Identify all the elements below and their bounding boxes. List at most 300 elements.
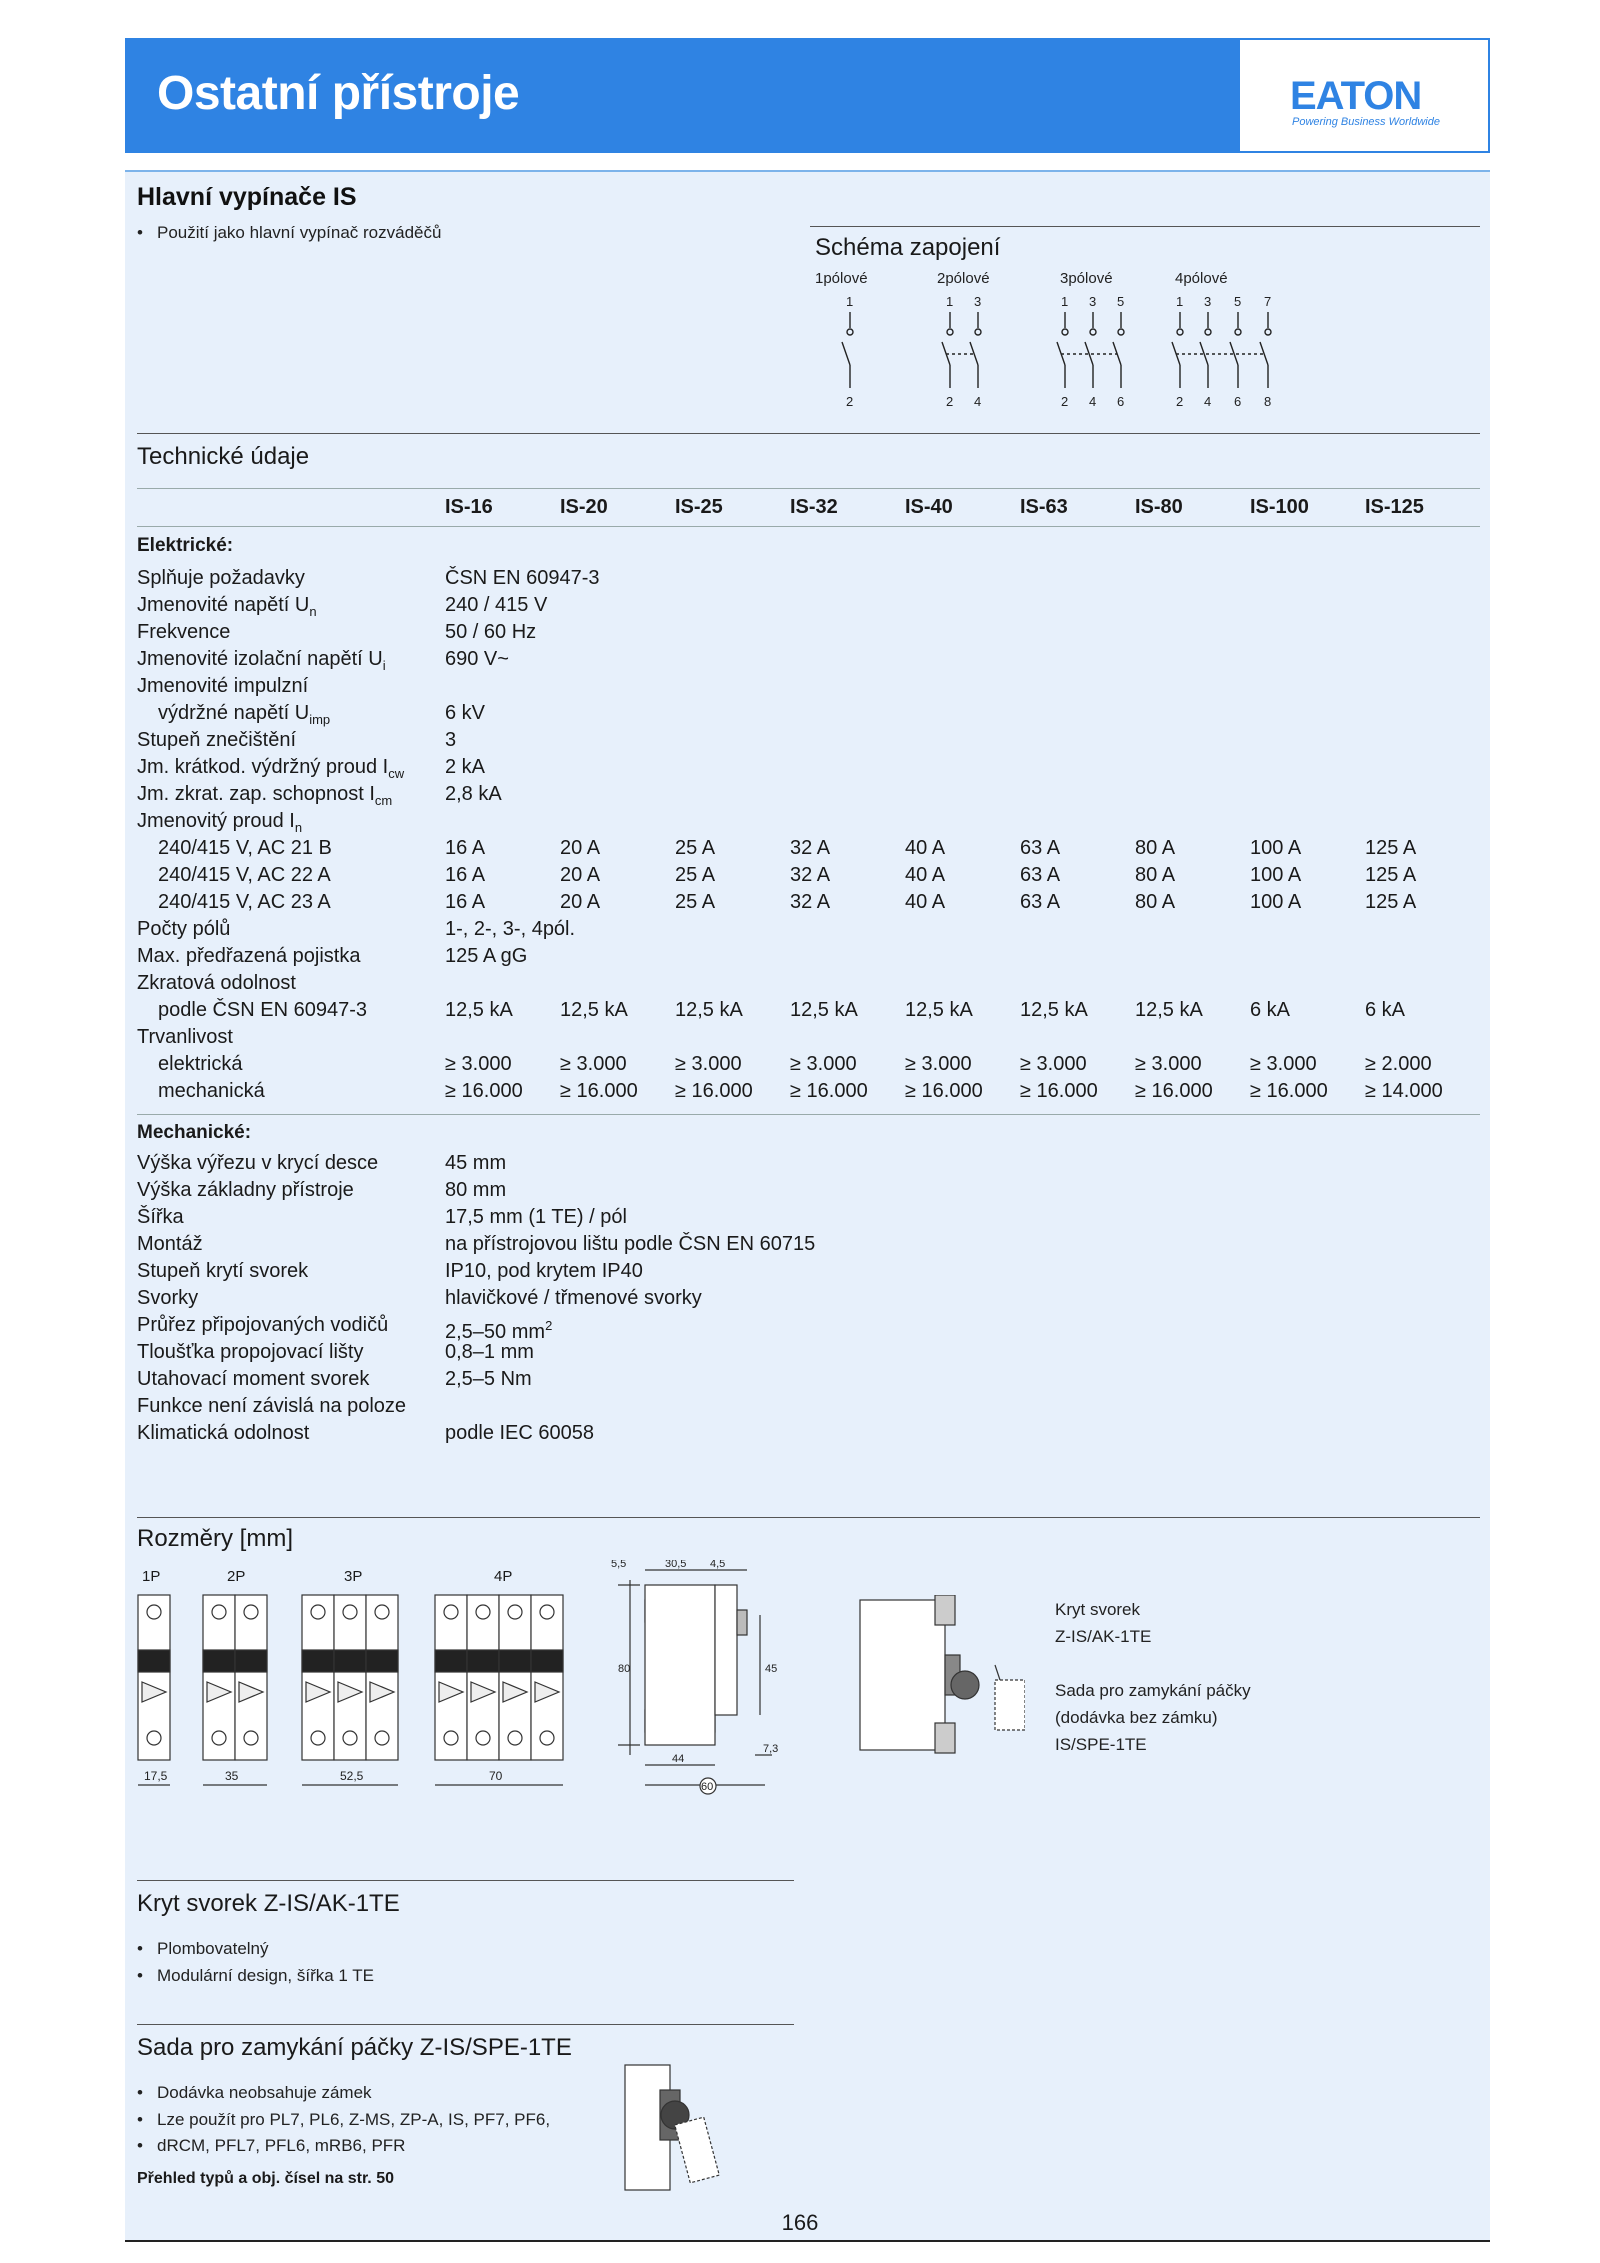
svg-text:3: 3 (1089, 294, 1097, 309)
tech-cell: 125 A (1365, 864, 1417, 886)
tech-cell: ≥ 3.000 (1250, 1053, 1317, 1075)
divider (137, 1517, 1480, 1518)
tech-cell: 16 A (445, 864, 486, 886)
tech-cell: 25 A (675, 837, 716, 859)
label-text: Max. předřazená pojistka (137, 945, 361, 967)
tech-cell: 32 A (790, 891, 831, 913)
dim-top-right: 4,5 (710, 1560, 726, 1570)
divider (137, 1114, 1480, 1115)
tech-cell: 6 kA (1365, 999, 1406, 1021)
tech-cell: ≥ 16.000 (445, 1080, 523, 1102)
tech-row (0, 1078, 1600, 1105)
tech-row (0, 1231, 1600, 1258)
label-text: Jmenovité impulzní (137, 675, 309, 697)
logo-word: EATON (1290, 74, 1422, 118)
tech-value (445, 1204, 627, 1231)
tech-row-label (137, 1366, 369, 1393)
terminal-screw (343, 1731, 357, 1745)
switch-band (138, 1650, 170, 1672)
value-text: 6 kV (445, 702, 486, 724)
label-text: Klimatická odolnost (137, 1422, 310, 1444)
tech-cell: 100 A (1250, 837, 1302, 859)
svg-text:2: 2 (1176, 394, 1184, 409)
dims-pole-label: 2P (227, 1568, 246, 1585)
col-header: IS-63 (1020, 496, 1068, 518)
page-number: 166 (781, 2210, 819, 2235)
tech-cell: 32 A (790, 837, 831, 859)
dim-depth2: 60 (701, 1781, 714, 1793)
label-text: Počty pólů (137, 918, 231, 940)
width-dimension: 52,5 (340, 1769, 364, 1783)
tech-row-label (137, 1150, 378, 1177)
schema-title: Schéma zapojení (815, 234, 1001, 261)
page-title: Ostatní přístroje (157, 67, 520, 120)
dims-pole-label: 3P (344, 1568, 363, 1585)
tech-cell: 12,5 kA (790, 999, 858, 1021)
tech-row-label (137, 1339, 363, 1366)
switch-band (435, 1650, 467, 1672)
tech-row (0, 916, 1600, 943)
caption-line: (dodávka bez zámku) (1055, 1708, 1218, 1727)
dims-pole-label: 4P (494, 1568, 513, 1585)
page-header (125, 38, 1490, 153)
value-text: 80 mm (445, 1179, 507, 1201)
label-subscript: n (294, 820, 303, 835)
label-text: 240/415 V, AC 23 A (158, 891, 331, 913)
divider (137, 526, 1480, 527)
tech-row-label (137, 943, 360, 970)
tech-row (0, 1312, 1600, 1343)
tech-row-label (137, 727, 296, 754)
value-text: 2,8 kA (445, 783, 502, 805)
tech-row-label (137, 619, 230, 646)
label-text: Stupeň krytí svorek (137, 1260, 309, 1282)
caption-line: IS/SPE-1TE (1055, 1735, 1147, 1754)
tech-row-label (137, 673, 308, 700)
tech-row-label (137, 1231, 203, 1258)
value-text: 2,5–50 mm (445, 1321, 546, 1343)
svg-text:8: 8 (1264, 394, 1272, 409)
value-text: 0,8–1 mm (445, 1341, 534, 1363)
tech-cell: ≥ 3.000 (675, 1053, 742, 1075)
value-text: 1-, 2-, 3-, 4pól. (445, 918, 576, 940)
terminal-screw (343, 1605, 357, 1619)
tech-cell: ≥ 16.000 (905, 1080, 983, 1102)
terminal-screw (311, 1731, 325, 1745)
label-text: Průřez připojovaných vodičů (137, 1314, 389, 1336)
col-header: IS-80 (1135, 496, 1183, 518)
svg-text:4: 4 (1089, 394, 1097, 409)
label-text: Trvanlivost (137, 1026, 233, 1048)
tech-title: Technické údaje (137, 443, 310, 470)
dims-pole-label: 1P (142, 1568, 161, 1585)
schema-pole-label: 3pólové (1060, 270, 1113, 287)
tech-row (0, 970, 1600, 997)
value-text: 17,5 mm (1 TE) / pól (445, 1206, 627, 1228)
divider (137, 488, 1480, 489)
label-text: Frekvence (137, 621, 231, 643)
tech-row-label (137, 1312, 388, 1339)
svg-text:4: 4 (974, 394, 982, 409)
terminal-screw (311, 1605, 325, 1619)
value-text: na přístrojovou lištu podle ČSN EN 60715 (445, 1233, 816, 1255)
switch-band (531, 1650, 563, 1672)
value-text: 240 / 415 V (445, 594, 548, 616)
tech-row-label (137, 1204, 184, 1231)
svg-text:3: 3 (974, 294, 982, 309)
switch-band (334, 1650, 366, 1672)
terminal-screw (147, 1731, 161, 1745)
tech-row (0, 673, 1600, 700)
col-header: IS-25 (675, 496, 723, 518)
svg-text:1: 1 (1061, 294, 1069, 309)
tech-row (0, 1150, 1600, 1177)
tech-row (0, 889, 1600, 916)
tech-cell: 63 A (1020, 864, 1061, 886)
tech-cell: ≥ 3.000 (445, 1053, 512, 1075)
terminal-screw (540, 1605, 554, 1619)
tech-row (0, 808, 1600, 835)
terminal-screw (212, 1605, 226, 1619)
switch-band (203, 1650, 235, 1672)
label-text: Stupeň znečištění (137, 729, 296, 751)
dims-title: Rozměry [mm] (137, 1525, 293, 1552)
caption-line: Z-IS/AK-1TE (1055, 1627, 1152, 1646)
caption-line: Sada pro zamykání páčky (1055, 1681, 1251, 1700)
tech-value (445, 1231, 815, 1258)
tech-cell: ≥ 16.000 (1135, 1080, 1213, 1102)
tech-cell: ≥ 3.000 (1020, 1053, 1087, 1075)
label-text: elektrická (158, 1053, 243, 1075)
svg-text:1: 1 (1176, 294, 1184, 309)
bullet-item: • Plombovatelný (157, 1936, 269, 1962)
tech-cell: ≥ 16.000 (1250, 1080, 1328, 1102)
value-text: 690 V~ (445, 648, 509, 670)
tech-cell: 20 A (560, 891, 601, 913)
svg-text:3: 3 (1204, 294, 1212, 309)
tech-cell: 12,5 kA (560, 999, 628, 1021)
tech-cell: ≥ 3.000 (790, 1053, 857, 1075)
tech-value (445, 1366, 532, 1393)
tech-row-label (137, 1024, 233, 1051)
switch-band (302, 1650, 334, 1672)
svg-text:6: 6 (1234, 394, 1242, 409)
footer-rule (125, 2240, 1490, 2242)
tech-row (0, 943, 1600, 970)
tech-cell: 12,5 kA (1135, 999, 1203, 1021)
tech-row (0, 1051, 1600, 1078)
label-text: Zkratová odolnost (137, 972, 296, 994)
label-text: Jmenovité napětí U (137, 594, 310, 616)
dim-top-left: 5,5 (611, 1560, 627, 1570)
tech-row (0, 1177, 1600, 1204)
sada-title: Sada pro zamykání páčky Z-IS/SPE-1TE (137, 2034, 572, 2061)
dim-top-mid: 30,5 (665, 1560, 687, 1570)
tech-value (445, 781, 502, 808)
lock-kit-drawing (620, 2060, 730, 2200)
width-dimension: 17,5 (144, 1769, 168, 1783)
label-subscript: cm (374, 793, 393, 808)
label-text: Výška výřezu v krycí desce (137, 1152, 379, 1174)
schema-2pole (942, 294, 981, 409)
label-text: Jm. zkrat. zap. schopnost I (137, 783, 375, 805)
terminal-screw (147, 1605, 161, 1619)
divider (137, 1880, 794, 1881)
tech-cell: 40 A (905, 891, 946, 913)
tech-row (0, 700, 1600, 727)
tech-row-label (137, 1258, 308, 1285)
tech-value (445, 727, 456, 754)
front-view-drawings (130, 1590, 570, 1805)
eaton-logo (1240, 40, 1488, 151)
type-overview-note: Přehled typů a obj. čísel na str. 50 (137, 2170, 394, 2187)
tech-value (445, 1177, 506, 1204)
tech-cell: 25 A (675, 891, 716, 913)
tech-row (0, 565, 1600, 592)
terminal-screw (540, 1731, 554, 1745)
tech-cell: ≥ 16.000 (675, 1080, 753, 1102)
terminal-screw (508, 1605, 522, 1619)
value-text: podle IEC 60058 (445, 1422, 595, 1444)
tech-value (445, 592, 547, 619)
tech-row (0, 1024, 1600, 1051)
dims-caption (1055, 1596, 1251, 1758)
dim-height: 80 (618, 1663, 631, 1675)
col-header: IS-100 (1250, 496, 1309, 518)
tech-cell: 20 A (560, 864, 601, 886)
label-text: Montáž (137, 1233, 203, 1255)
svg-text:6: 6 (1117, 394, 1125, 409)
label-text: 240/415 V, AC 21 B (158, 837, 332, 859)
value-text: 2 kA (445, 756, 486, 778)
tech-cell: 25 A (675, 864, 716, 886)
value-text: 3 (445, 729, 457, 751)
tech-row (0, 1339, 1600, 1366)
switch-band (366, 1650, 398, 1672)
schema-pole-label: 4pólové (1175, 270, 1228, 287)
kryt-title: Kryt svorek Z-IS/AK-1TE (137, 1890, 400, 1917)
tech-row-label (158, 889, 331, 916)
divider (137, 433, 1480, 434)
switch-band (467, 1650, 499, 1672)
tech-cell: 80 A (1135, 837, 1176, 859)
label-text: mechanická (158, 1080, 265, 1102)
terminal-screw (212, 1731, 226, 1745)
terminal-screw (508, 1731, 522, 1745)
tech-cell: 63 A (1020, 837, 1061, 859)
value-text: 2,5–5 Nm (445, 1368, 532, 1390)
bullet-item: • Dodávka neobsahuje zámek (157, 2080, 372, 2106)
divider (137, 2024, 794, 2025)
value-text: 50 / 60 Hz (445, 621, 537, 643)
tech-cell: 40 A (905, 837, 946, 859)
tech-row-label (158, 1078, 265, 1105)
tech-cell: 12,5 kA (675, 999, 743, 1021)
schema-top-num: 1 (846, 294, 854, 309)
tech-row (0, 1258, 1600, 1285)
tech-cell: 100 A (1250, 864, 1302, 886)
svg-text:4: 4 (1204, 394, 1212, 409)
tech-value (445, 1258, 643, 1285)
tech-row (0, 619, 1600, 646)
tech-cell: 100 A (1250, 891, 1302, 913)
switch-band (235, 1650, 267, 1672)
svg-text:5: 5 (1234, 294, 1242, 309)
logo-tagline: Powering Business Worldwide (1292, 116, 1440, 128)
tech-row (0, 781, 1600, 808)
label-text: Tloušťka propojovací lišty (137, 1341, 364, 1363)
tech-cell: 12,5 kA (905, 999, 973, 1021)
label-text: 240/415 V, AC 22 A (158, 864, 331, 886)
tech-value (445, 943, 527, 970)
section-title-is: Hlavní vypínače IS (137, 183, 357, 211)
tech-row-label (158, 1051, 242, 1078)
tech-row-label (158, 862, 331, 889)
col-header: IS-20 (560, 496, 608, 518)
label-text: výdržné napětí U (158, 702, 310, 724)
tech-cell: 32 A (790, 864, 831, 886)
tech-cell: ≥ 16.000 (1020, 1080, 1098, 1102)
schema-pole-label: 2pólové (937, 270, 990, 287)
col-header: IS-125 (1365, 496, 1424, 518)
schema-1pole (842, 294, 853, 409)
divider (810, 226, 1480, 227)
tech-value (445, 1285, 702, 1312)
tech-row (0, 1285, 1600, 1312)
tech-row-label (137, 1177, 354, 1204)
terminal-screw (244, 1731, 258, 1745)
bullet-item: • Lze použít pro PL7, PL6, Z-MS, ZP-A, IS, PF7, PF6, (157, 2107, 550, 2133)
tech-value (445, 1420, 594, 1447)
tech-row (0, 592, 1600, 619)
tech-row (0, 1393, 1600, 1420)
switch-band (499, 1650, 531, 1672)
side-view-drawing (590, 1560, 820, 1805)
label-text: Jmenovitý proud I (137, 810, 295, 832)
tech-row (0, 646, 1600, 673)
svg-text:2: 2 (1061, 394, 1069, 409)
tech-row-label (158, 835, 332, 862)
tech-row-label (137, 1393, 406, 1420)
mechanical-label: Mechanické: (137, 1122, 252, 1143)
label-text: Funkce není závislá na poloze (137, 1395, 407, 1417)
terminal-screw (375, 1731, 389, 1745)
tech-cell: 40 A (905, 864, 946, 886)
width-dimension: 70 (489, 1769, 503, 1783)
value-text: IP10, pod krytem IP40 (445, 1260, 643, 1282)
tech-cell: 80 A (1135, 891, 1176, 913)
width-dimension: 35 (225, 1769, 239, 1783)
caption-line: Kryt svorek (1055, 1600, 1141, 1619)
value-text: 45 mm (445, 1152, 507, 1174)
tech-value (445, 619, 536, 646)
tech-row (0, 997, 1600, 1024)
terminal-screw (444, 1605, 458, 1619)
value-superscript: 2 (545, 1318, 553, 1333)
value-text: hlavičkové / třmenové svorky (445, 1287, 702, 1309)
tech-cell: 63 A (1020, 891, 1061, 913)
tech-row-label (137, 1285, 198, 1312)
label-text: Jmenovité izolační napětí U (137, 648, 383, 670)
col-header: IS-32 (790, 496, 838, 518)
tech-cell: 6 kA (1250, 999, 1291, 1021)
terminal-screw (375, 1605, 389, 1619)
tech-row (0, 835, 1600, 862)
terminal-screw (244, 1605, 258, 1619)
label-text: Jm. krátkod. výdržný proud I (137, 756, 389, 778)
tech-cell: 125 A (1365, 891, 1417, 913)
tech-row-label (137, 565, 305, 592)
tech-value (445, 916, 575, 943)
label-subscript: n (309, 604, 317, 619)
dim-inner: 45 (765, 1663, 778, 1675)
value-text: 125 A gG (445, 945, 528, 967)
tech-cell: 12,5 kA (445, 999, 513, 1021)
col-header: IS-40 (905, 496, 953, 518)
tech-value (445, 754, 485, 781)
tech-row (0, 1366, 1600, 1393)
tech-cell: ≥ 16.000 (790, 1080, 868, 1102)
electrical-label: Elektrické: (137, 535, 234, 556)
tech-row-label (137, 1420, 309, 1447)
tech-cell: 16 A (445, 891, 486, 913)
col-header: IS-16 (445, 496, 493, 518)
tech-cell: ≥ 3.000 (905, 1053, 972, 1075)
tech-column-headers (0, 496, 1600, 526)
tech-cell: 20 A (560, 837, 601, 859)
label-text: Šířka (137, 1206, 184, 1228)
tech-value (445, 565, 600, 592)
svg-text:7: 7 (1264, 294, 1272, 309)
dim-depth1: 44 (672, 1753, 685, 1765)
tech-row-label (137, 916, 230, 943)
schema-pole-label: 1pólové (815, 270, 868, 287)
svg-text:2: 2 (946, 394, 954, 409)
tech-row-label (137, 970, 296, 997)
wiring-diagram (810, 290, 1290, 415)
label-text: Utahovací moment svorek (137, 1368, 370, 1390)
tech-cell: 12,5 kA (1020, 999, 1088, 1021)
tech-cell: ≥ 16.000 (560, 1080, 638, 1102)
label-subscript: i (382, 658, 386, 673)
tech-cell: ≥ 14.000 (1365, 1080, 1443, 1102)
accessory-drawing (855, 1595, 1025, 1765)
svg-text:1: 1 (946, 294, 954, 309)
tech-cell: 16 A (445, 837, 486, 859)
label-text: Splňuje požadavky (137, 567, 305, 589)
caption-spacer (1055, 1650, 1251, 1677)
schema-3pole (1057, 294, 1124, 409)
tech-cell: ≥ 3.000 (1135, 1053, 1202, 1075)
dim-bottom: 7,3 (763, 1743, 779, 1755)
tech-row (0, 862, 1600, 889)
tech-value (445, 646, 509, 673)
terminal-screw (444, 1731, 458, 1745)
label-subscript: cw (388, 766, 405, 781)
tech-cell: 80 A (1135, 864, 1176, 886)
schema-4pole (1172, 294, 1271, 409)
terminal-screw (476, 1731, 490, 1745)
tech-cell: 125 A (1365, 837, 1417, 859)
bullet-item-cont: • dRCM, PFL7, PFL6, mRB6, PFR (157, 2133, 405, 2159)
schema-bottom-num: 2 (846, 394, 854, 409)
tech-row (0, 1204, 1600, 1231)
value-text: ČSN EN 60947-3 (445, 567, 600, 589)
bullet-item: • Použití jako hlavní vypínač rozváděčů (157, 220, 441, 246)
tech-cell: ≥ 3.000 (560, 1053, 627, 1075)
tech-row (0, 1420, 1600, 1447)
svg-text:5: 5 (1117, 294, 1125, 309)
